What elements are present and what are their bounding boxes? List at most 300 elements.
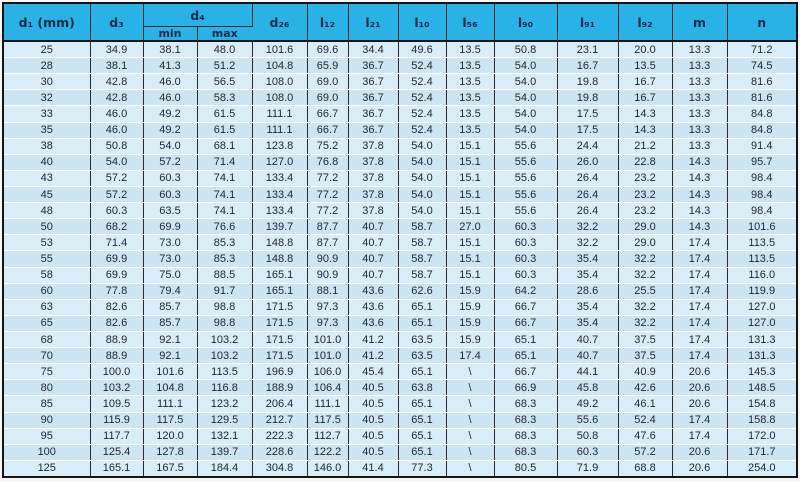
table-cell: 109.5 <box>90 396 143 412</box>
table-cell: 69.0 <box>307 74 348 90</box>
table-row <box>3 74 797 90</box>
table-cell: 17.4 <box>672 283 727 299</box>
table-cell: 91.7 <box>197 283 252 299</box>
table-cell: 82.6 <box>90 299 143 315</box>
col-header-l90: l₉₀ <box>494 3 557 41</box>
table-cell: 43 <box>3 170 90 186</box>
table-cell: 65.9 <box>307 58 348 74</box>
table-cell: 58 <box>3 267 90 283</box>
table-cell: 55.6 <box>494 170 557 186</box>
table-cell: 120.0 <box>143 428 197 444</box>
table-cell: 32.2 <box>618 251 672 267</box>
col-header-m: m <box>672 3 727 41</box>
table-cell: 131.3 <box>727 331 797 347</box>
col-subheader-d4-min: min <box>143 27 197 42</box>
table-cell: 32.2 <box>557 219 618 235</box>
table-cell: 26.4 <box>557 170 618 186</box>
table-cell: 45.4 <box>348 364 398 380</box>
table-cell: 111.1 <box>143 396 197 412</box>
table-cell: 61.5 <box>197 106 252 122</box>
table-cell: 54.0 <box>143 138 197 154</box>
table-cell: 13.5 <box>446 58 494 74</box>
table-cell: 42.6 <box>618 380 672 396</box>
table-cell: 88.9 <box>90 348 143 364</box>
table-cell: 71.4 <box>90 235 143 251</box>
table-cell: 55 <box>3 251 90 267</box>
table-cell: 20.6 <box>672 380 727 396</box>
table-cell: 64.2 <box>494 283 557 299</box>
table-cell: 81.6 <box>727 90 797 106</box>
table-cell: 75 <box>3 364 90 380</box>
table-cell: 125 <box>3 460 90 477</box>
table-cell: 184.4 <box>197 460 252 477</box>
table-cell: 63.5 <box>398 348 446 364</box>
table-cell: 111.1 <box>252 122 307 138</box>
table-cell: 65 <box>3 315 90 331</box>
table-cell: 14.3 <box>672 154 727 170</box>
table-cell: 36.7 <box>348 122 398 138</box>
table-cell: 23.2 <box>618 186 672 202</box>
table-cell: 28.6 <box>557 283 618 299</box>
table-cell: 60.3 <box>143 186 197 202</box>
table-cell: 17.4 <box>672 315 727 331</box>
table-cell: 77.2 <box>307 203 348 219</box>
col-header-n: n <box>727 3 797 41</box>
table-cell: 27.0 <box>446 219 494 235</box>
table-row <box>3 203 797 219</box>
table-cell: 146.0 <box>307 460 348 477</box>
table-cell: \ <box>446 412 494 428</box>
table-cell: 14.3 <box>672 186 727 202</box>
table-cell: 123.2 <box>197 396 252 412</box>
table-cell: 54.0 <box>494 122 557 138</box>
table-cell: 13.5 <box>446 106 494 122</box>
table-cell: 29.0 <box>618 219 672 235</box>
table-cell: 40.7 <box>557 348 618 364</box>
table-row <box>3 380 797 396</box>
table-cell: 100.0 <box>90 364 143 380</box>
table-row <box>3 251 797 267</box>
table-cell: 148.5 <box>727 380 797 396</box>
table-cell: 55.6 <box>494 203 557 219</box>
table-cell: 98.8 <box>197 299 252 315</box>
col-header-l21: l₂₁ <box>348 3 398 41</box>
table-cell: 17.5 <box>557 122 618 138</box>
table-cell: 35.4 <box>557 267 618 283</box>
table-cell: 127.8 <box>143 444 197 460</box>
table-row <box>3 299 797 315</box>
table-row <box>3 364 797 380</box>
table-cell: 45.8 <box>557 380 618 396</box>
table-cell: 77.2 <box>307 170 348 186</box>
table-cell: 40.7 <box>348 219 398 235</box>
table-cell: 172.0 <box>727 428 797 444</box>
table-cell: 69.9 <box>90 267 143 283</box>
table-cell: 116.0 <box>727 267 797 283</box>
table-cell: 84.8 <box>727 106 797 122</box>
table-cell: 206.4 <box>252 396 307 412</box>
table-cell: 84.8 <box>727 122 797 138</box>
table-cell: 165.1 <box>252 283 307 299</box>
table-cell: 106.0 <box>307 364 348 380</box>
table-cell: 17.4 <box>672 267 727 283</box>
table-cell: 101.6 <box>143 364 197 380</box>
table-cell: 165.1 <box>252 267 307 283</box>
table-row <box>3 186 797 202</box>
table-body <box>3 41 797 477</box>
table-cell: 123.8 <box>252 138 307 154</box>
table-row <box>3 412 797 428</box>
table-cell: 196.9 <box>252 364 307 380</box>
table-cell: 66.7 <box>494 315 557 331</box>
table-cell: 13.3 <box>672 122 727 138</box>
table-cell: 29.0 <box>618 235 672 251</box>
dimension-table <box>2 2 798 478</box>
table-cell: 37.5 <box>618 331 672 347</box>
col-header-l10: l₁₀ <box>398 3 446 41</box>
table-cell: 45 <box>3 186 90 202</box>
table-cell: 14.3 <box>618 106 672 122</box>
table-cell: 13.3 <box>672 138 727 154</box>
table-cell: 52.4 <box>618 412 672 428</box>
table-cell: 81.6 <box>727 74 797 90</box>
table-cell: 74.5 <box>727 58 797 74</box>
table-cell: 188.9 <box>252 380 307 396</box>
table-cell: 55.6 <box>494 138 557 154</box>
table-row <box>3 122 797 138</box>
table-row <box>3 154 797 170</box>
table-cell: 40.5 <box>348 412 398 428</box>
table-cell: 54.0 <box>494 74 557 90</box>
table-cell: 57.2 <box>143 154 197 170</box>
table-cell: 100 <box>3 444 90 460</box>
table-cell: 171.5 <box>252 348 307 364</box>
table-cell: 15.1 <box>446 235 494 251</box>
table-cell: 63 <box>3 299 90 315</box>
table-cell: 15.9 <box>446 283 494 299</box>
table-cell: 60 <box>3 283 90 299</box>
table-cell: 13.5 <box>446 122 494 138</box>
table-cell: 98.8 <box>197 315 252 331</box>
table-cell: 60.3 <box>143 170 197 186</box>
table-cell: 54.0 <box>398 138 446 154</box>
table-cell: 125.4 <box>90 444 143 460</box>
table-cell: 63.5 <box>143 203 197 219</box>
table-cell: 20.6 <box>672 444 727 460</box>
table-cell: 68.1 <box>197 138 252 154</box>
table-cell: 33 <box>3 106 90 122</box>
table-cell: 74.1 <box>197 186 252 202</box>
table-cell: 65.1 <box>398 444 446 460</box>
table-cell: 68.8 <box>618 460 672 477</box>
table-cell: 88.1 <box>307 283 348 299</box>
table-cell: 52.4 <box>398 74 446 90</box>
col-header-l56: l₅₆ <box>446 3 494 41</box>
table-row <box>3 444 797 460</box>
table-cell: 60.3 <box>90 203 143 219</box>
table-cell: 22.8 <box>618 154 672 170</box>
table-row <box>3 138 797 154</box>
table-cell: 40.5 <box>348 444 398 460</box>
table-cell: 40.5 <box>348 380 398 396</box>
table-cell: 117.5 <box>307 412 348 428</box>
table-cell: 32.2 <box>618 299 672 315</box>
table-cell: 167.5 <box>143 460 197 477</box>
table-cell: 111.1 <box>252 106 307 122</box>
table-cell: 14.3 <box>672 219 727 235</box>
table-cell: 79.4 <box>143 283 197 299</box>
table-cell: 17.4 <box>672 348 727 364</box>
table-cell: 77.2 <box>307 186 348 202</box>
table-cell: 75.2 <box>307 138 348 154</box>
table-cell: 55.6 <box>494 186 557 202</box>
table-cell: 113.5 <box>197 364 252 380</box>
table-cell: 54.0 <box>398 170 446 186</box>
table-cell: 26.0 <box>557 154 618 170</box>
table-cell: 50.8 <box>90 138 143 154</box>
table-cell: 51.2 <box>197 58 252 74</box>
table-cell: 26.4 <box>557 203 618 219</box>
table-cell: 37.8 <box>348 170 398 186</box>
table-cell: 222.3 <box>252 428 307 444</box>
table-cell: 57.2 <box>90 186 143 202</box>
table-cell: 34.4 <box>348 41 398 58</box>
table-cell: 80 <box>3 380 90 396</box>
table-cell: 20.6 <box>672 364 727 380</box>
table-cell: 17.4 <box>672 299 727 315</box>
table-cell: 43.6 <box>348 283 398 299</box>
table-cell: 14.3 <box>672 203 727 219</box>
table-cell: 101.0 <box>307 348 348 364</box>
table-cell: 69.9 <box>143 219 197 235</box>
table-cell: 66.7 <box>307 106 348 122</box>
table-cell: 38.1 <box>90 58 143 74</box>
table-cell: 17.4 <box>672 235 727 251</box>
col-header-d4: d₄ <box>143 3 252 27</box>
table-cell: 133.4 <box>252 186 307 202</box>
table-row <box>3 219 797 235</box>
table-cell: 73.0 <box>143 235 197 251</box>
table-cell: 58.7 <box>398 219 446 235</box>
table-row <box>3 428 797 444</box>
table-cell: 139.7 <box>252 219 307 235</box>
table-cell: 50 <box>3 219 90 235</box>
table-cell: 48.0 <box>197 41 252 58</box>
table-cell: 69.9 <box>90 251 143 267</box>
table-cell: 88.5 <box>197 267 252 283</box>
table-cell: 90.9 <box>307 251 348 267</box>
table-cell: \ <box>446 396 494 412</box>
table-cell: 68.3 <box>494 396 557 412</box>
table-cell: 36.7 <box>348 74 398 90</box>
table-cell: 71.2 <box>727 41 797 58</box>
table-cell: 60.3 <box>494 235 557 251</box>
table-cell: \ <box>446 380 494 396</box>
table-cell: 104.8 <box>143 380 197 396</box>
table-cell: 101.6 <box>727 219 797 235</box>
table-cell: 23.2 <box>618 203 672 219</box>
table-cell: 13.3 <box>672 74 727 90</box>
table-cell: 65.1 <box>398 412 446 428</box>
table-cell: 58.7 <box>398 251 446 267</box>
table-cell: 65.1 <box>398 396 446 412</box>
table-cell: 15.1 <box>446 251 494 267</box>
table-cell: 113.5 <box>727 235 797 251</box>
table-cell: 61.5 <box>197 122 252 138</box>
table-cell: 108.0 <box>252 74 307 90</box>
table-row <box>3 348 797 364</box>
table-cell: 30 <box>3 74 90 90</box>
table-cell: 66.7 <box>494 299 557 315</box>
table-cell: 13.3 <box>672 90 727 106</box>
table-cell: \ <box>446 364 494 380</box>
table-cell: 116.8 <box>197 380 252 396</box>
table-cell: 36.7 <box>348 106 398 122</box>
table-cell: 54.0 <box>494 90 557 106</box>
table-cell: 63.5 <box>398 331 446 347</box>
col-header-d26: d₂₆ <box>252 3 307 41</box>
table-row <box>3 235 797 251</box>
table-cell: 66.7 <box>494 364 557 380</box>
table-cell: 43.6 <box>348 315 398 331</box>
table-cell: 92.1 <box>143 348 197 364</box>
table-cell: 54.0 <box>494 58 557 74</box>
table-cell: 57.2 <box>618 444 672 460</box>
table-cell: 32.2 <box>618 315 672 331</box>
table-cell: 40.5 <box>348 428 398 444</box>
table-cell: 41.4 <box>348 460 398 477</box>
table-cell: 17.4 <box>672 251 727 267</box>
table-cell: 15.9 <box>446 299 494 315</box>
table-cell: 17.4 <box>672 428 727 444</box>
table-cell: 13.3 <box>672 58 727 74</box>
table-cell: 40.5 <box>348 396 398 412</box>
table-cell: 68.3 <box>494 444 557 460</box>
table-cell: 171.5 <box>252 299 307 315</box>
table-cell: 52.4 <box>398 106 446 122</box>
table-cell: 91.4 <box>727 138 797 154</box>
table-row <box>3 331 797 347</box>
table-cell: 20.0 <box>618 41 672 58</box>
table-cell: 133.4 <box>252 203 307 219</box>
table-cell: 57.2 <box>90 170 143 186</box>
table-cell: 49.2 <box>143 106 197 122</box>
table-cell: 35.4 <box>557 251 618 267</box>
table-cell: 95 <box>3 428 90 444</box>
table-cell: 82.6 <box>90 315 143 331</box>
table-cell: 112.7 <box>307 428 348 444</box>
table-cell: 38 <box>3 138 90 154</box>
table-cell: \ <box>446 460 494 477</box>
table-cell: 16.7 <box>618 74 672 90</box>
table-cell: 171.7 <box>727 444 797 460</box>
table-cell: 76.6 <box>197 219 252 235</box>
table-cell: 88.9 <box>90 331 143 347</box>
table-cell: 68 <box>3 331 90 347</box>
table-cell: 85 <box>3 396 90 412</box>
table-cell: 15.1 <box>446 267 494 283</box>
table-cell: 37.5 <box>618 348 672 364</box>
table-cell: 103.2 <box>90 380 143 396</box>
table-cell: 60.3 <box>494 267 557 283</box>
table-cell: 119.9 <box>727 283 797 299</box>
table-row <box>3 315 797 331</box>
table-cell: 42.8 <box>90 90 143 106</box>
table-cell: 25.5 <box>618 283 672 299</box>
table-row <box>3 460 797 477</box>
table-cell: 98.4 <box>727 186 797 202</box>
table-cell: 35 <box>3 122 90 138</box>
table-cell: 127.0 <box>727 299 797 315</box>
table-cell: 17.5 <box>557 106 618 122</box>
table-cell: 65.1 <box>494 348 557 364</box>
table-cell: 15.9 <box>446 331 494 347</box>
table-cell: 60.3 <box>557 444 618 460</box>
table-cell: 304.8 <box>252 460 307 477</box>
table-cell: 104.8 <box>252 58 307 74</box>
table-cell: 49.6 <box>398 41 446 58</box>
table-cell: 50.8 <box>557 428 618 444</box>
table-cell: 15.9 <box>446 315 494 331</box>
table-row <box>3 41 797 58</box>
table-cell: 43.6 <box>348 299 398 315</box>
table-cell: 74.1 <box>197 203 252 219</box>
table-cell: 60.3 <box>494 219 557 235</box>
table-cell: 46.0 <box>143 90 197 106</box>
table-cell: 148.8 <box>252 251 307 267</box>
table-cell: 46.0 <box>143 74 197 90</box>
table-cell: 16.7 <box>618 90 672 106</box>
table-cell: 65.1 <box>398 364 446 380</box>
table-cell: 131.3 <box>727 348 797 364</box>
table-cell: 13.3 <box>672 106 727 122</box>
table-cell: 87.7 <box>307 219 348 235</box>
table-cell: 40.7 <box>348 251 398 267</box>
table-cell: 13.5 <box>618 58 672 74</box>
table-cell: 13.3 <box>672 41 727 58</box>
table-cell: 46.0 <box>90 106 143 122</box>
table-cell: 58.3 <box>197 90 252 106</box>
table-cell: 41.3 <box>143 58 197 74</box>
table-cell: 106.4 <box>307 380 348 396</box>
table-cell: 111.1 <box>307 396 348 412</box>
table-cell: 25 <box>3 41 90 58</box>
table-cell: 68.3 <box>494 412 557 428</box>
table-cell: 68.2 <box>90 219 143 235</box>
table-cell: 56.5 <box>197 74 252 90</box>
table-cell: 85.7 <box>143 315 197 331</box>
table-cell: 76.8 <box>307 154 348 170</box>
table-cell: 71.9 <box>557 460 618 477</box>
table-cell: 37.8 <box>348 154 398 170</box>
table-cell: 117.5 <box>143 412 197 428</box>
table-cell: 85.3 <box>197 251 252 267</box>
table-cell: 145.3 <box>727 364 797 380</box>
table-cell: 52.4 <box>398 90 446 106</box>
table-cell: 37.8 <box>348 203 398 219</box>
table-cell: 13.5 <box>446 90 494 106</box>
table-cell: 129.5 <box>197 412 252 428</box>
table-row <box>3 90 797 106</box>
table-cell: 54.0 <box>90 154 143 170</box>
col-header-l91: l₉₁ <box>557 3 618 41</box>
table-cell: 101.6 <box>252 41 307 58</box>
table-cell: 63.8 <box>398 380 446 396</box>
table-cell: 139.7 <box>197 444 252 460</box>
table-cell: 14.3 <box>672 170 727 186</box>
table-cell: 41.2 <box>348 348 398 364</box>
table-cell: 108.0 <box>252 90 307 106</box>
